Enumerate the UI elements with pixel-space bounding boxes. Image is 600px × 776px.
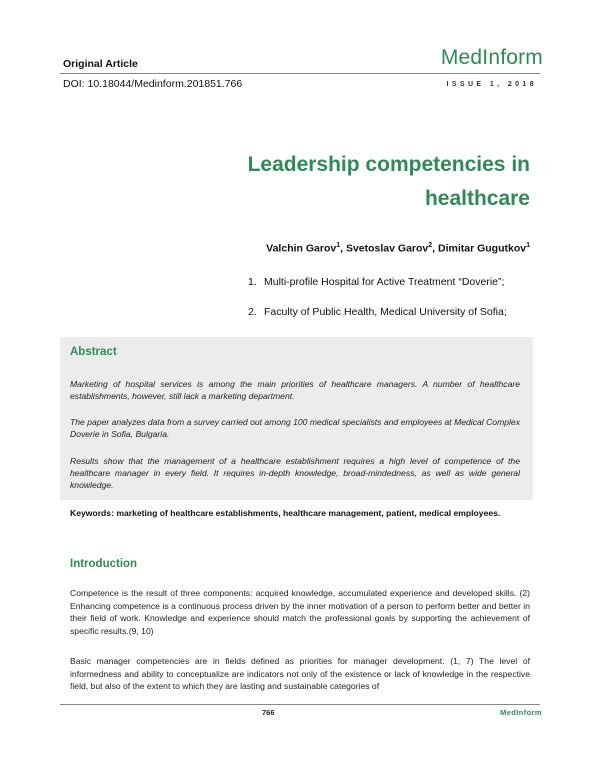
paper-title xyxy=(130,148,530,216)
header-divider xyxy=(60,73,540,74)
abstract-paragraph: Results show that the management of a healthcare establishment requires a high level of competence of the healthcare manager in every field. It requires in-depth knowledge, broad-mindedness, as well as wide general knowledge. xyxy=(70,456,520,490)
body-paragraph: Basic manager competencies are in fields defined as priorities for manager development. (1, 7) The level of informedness and ability to conceptualize are indicators not only of the existence or lack of knowledge in the respective field, but also of the extent to which they are lasting and sustainable categories of xyxy=(70,656,530,691)
abstract-heading: Abstract xyxy=(70,346,117,358)
title-line-2: healthcare xyxy=(424,187,530,210)
keywords: Keywords: marketing of healthcare establishments, healthcare management, patient, medical employees. xyxy=(70,508,501,518)
affiliation-text: Multi-profile Hospital for Active Treatment “Doverie”; xyxy=(264,276,505,288)
abstract-paragraph: The paper analyzes data from a survey carried out among 100 medical specialists and employees at Medical Complex Doverie in Sofia, Bulgaria. xyxy=(70,417,520,439)
page-number: 766 xyxy=(262,708,275,717)
affiliation-text: Faculty of Public Health, Medical University of Sofia; xyxy=(264,306,507,318)
article-type: Original Article xyxy=(63,58,138,70)
abstract-paragraph: Marketing of hospital services is among the main priorities of healthcare managers. A number of healthcare establishments, however, still lack a marketing department. xyxy=(70,379,520,401)
journal-brand: MedInform xyxy=(440,46,543,69)
author-name: Dimitar Gugutkov xyxy=(438,242,527,255)
title-line-1: Leadership competencies in xyxy=(247,153,530,176)
affiliation-number: 1. xyxy=(248,276,257,288)
footer-brand: MedInform xyxy=(500,708,542,717)
footer-divider xyxy=(60,704,540,705)
affiliation-2 xyxy=(248,306,507,318)
body-paragraph: Competence is the result of three components: acquired knowledge, accumulated experience and developed skills. (2) Enhancing competence is a continuous process driven by the inner motivation of a person to perform better and better in their field of work. Knowledge and experience should match the professional goals by supporting the achievement of specific results.(9, 10) xyxy=(70,588,530,636)
doi: DOI: 10.18044/Medinform.201851.766 xyxy=(63,78,243,90)
affiliation-number: 2. xyxy=(248,306,257,318)
issue-label: ISSUE 1, 2018 xyxy=(446,81,537,88)
introduction-heading: Introduction xyxy=(70,558,138,570)
authors: Valchin Garov$^1$, Svetoslav Garov$^2$, Dimitar Gugutkov$^1$ xyxy=(266,242,530,255)
author-affiliation-mark: 1 xyxy=(336,242,341,249)
author-affiliation-mark: 2 xyxy=(428,242,433,249)
author-name: Valchin Garov xyxy=(266,242,337,255)
author-affiliation-mark: 1 xyxy=(526,242,530,249)
affiliation-1 xyxy=(248,276,504,288)
author-name: Svetoslav Garov xyxy=(345,242,429,255)
